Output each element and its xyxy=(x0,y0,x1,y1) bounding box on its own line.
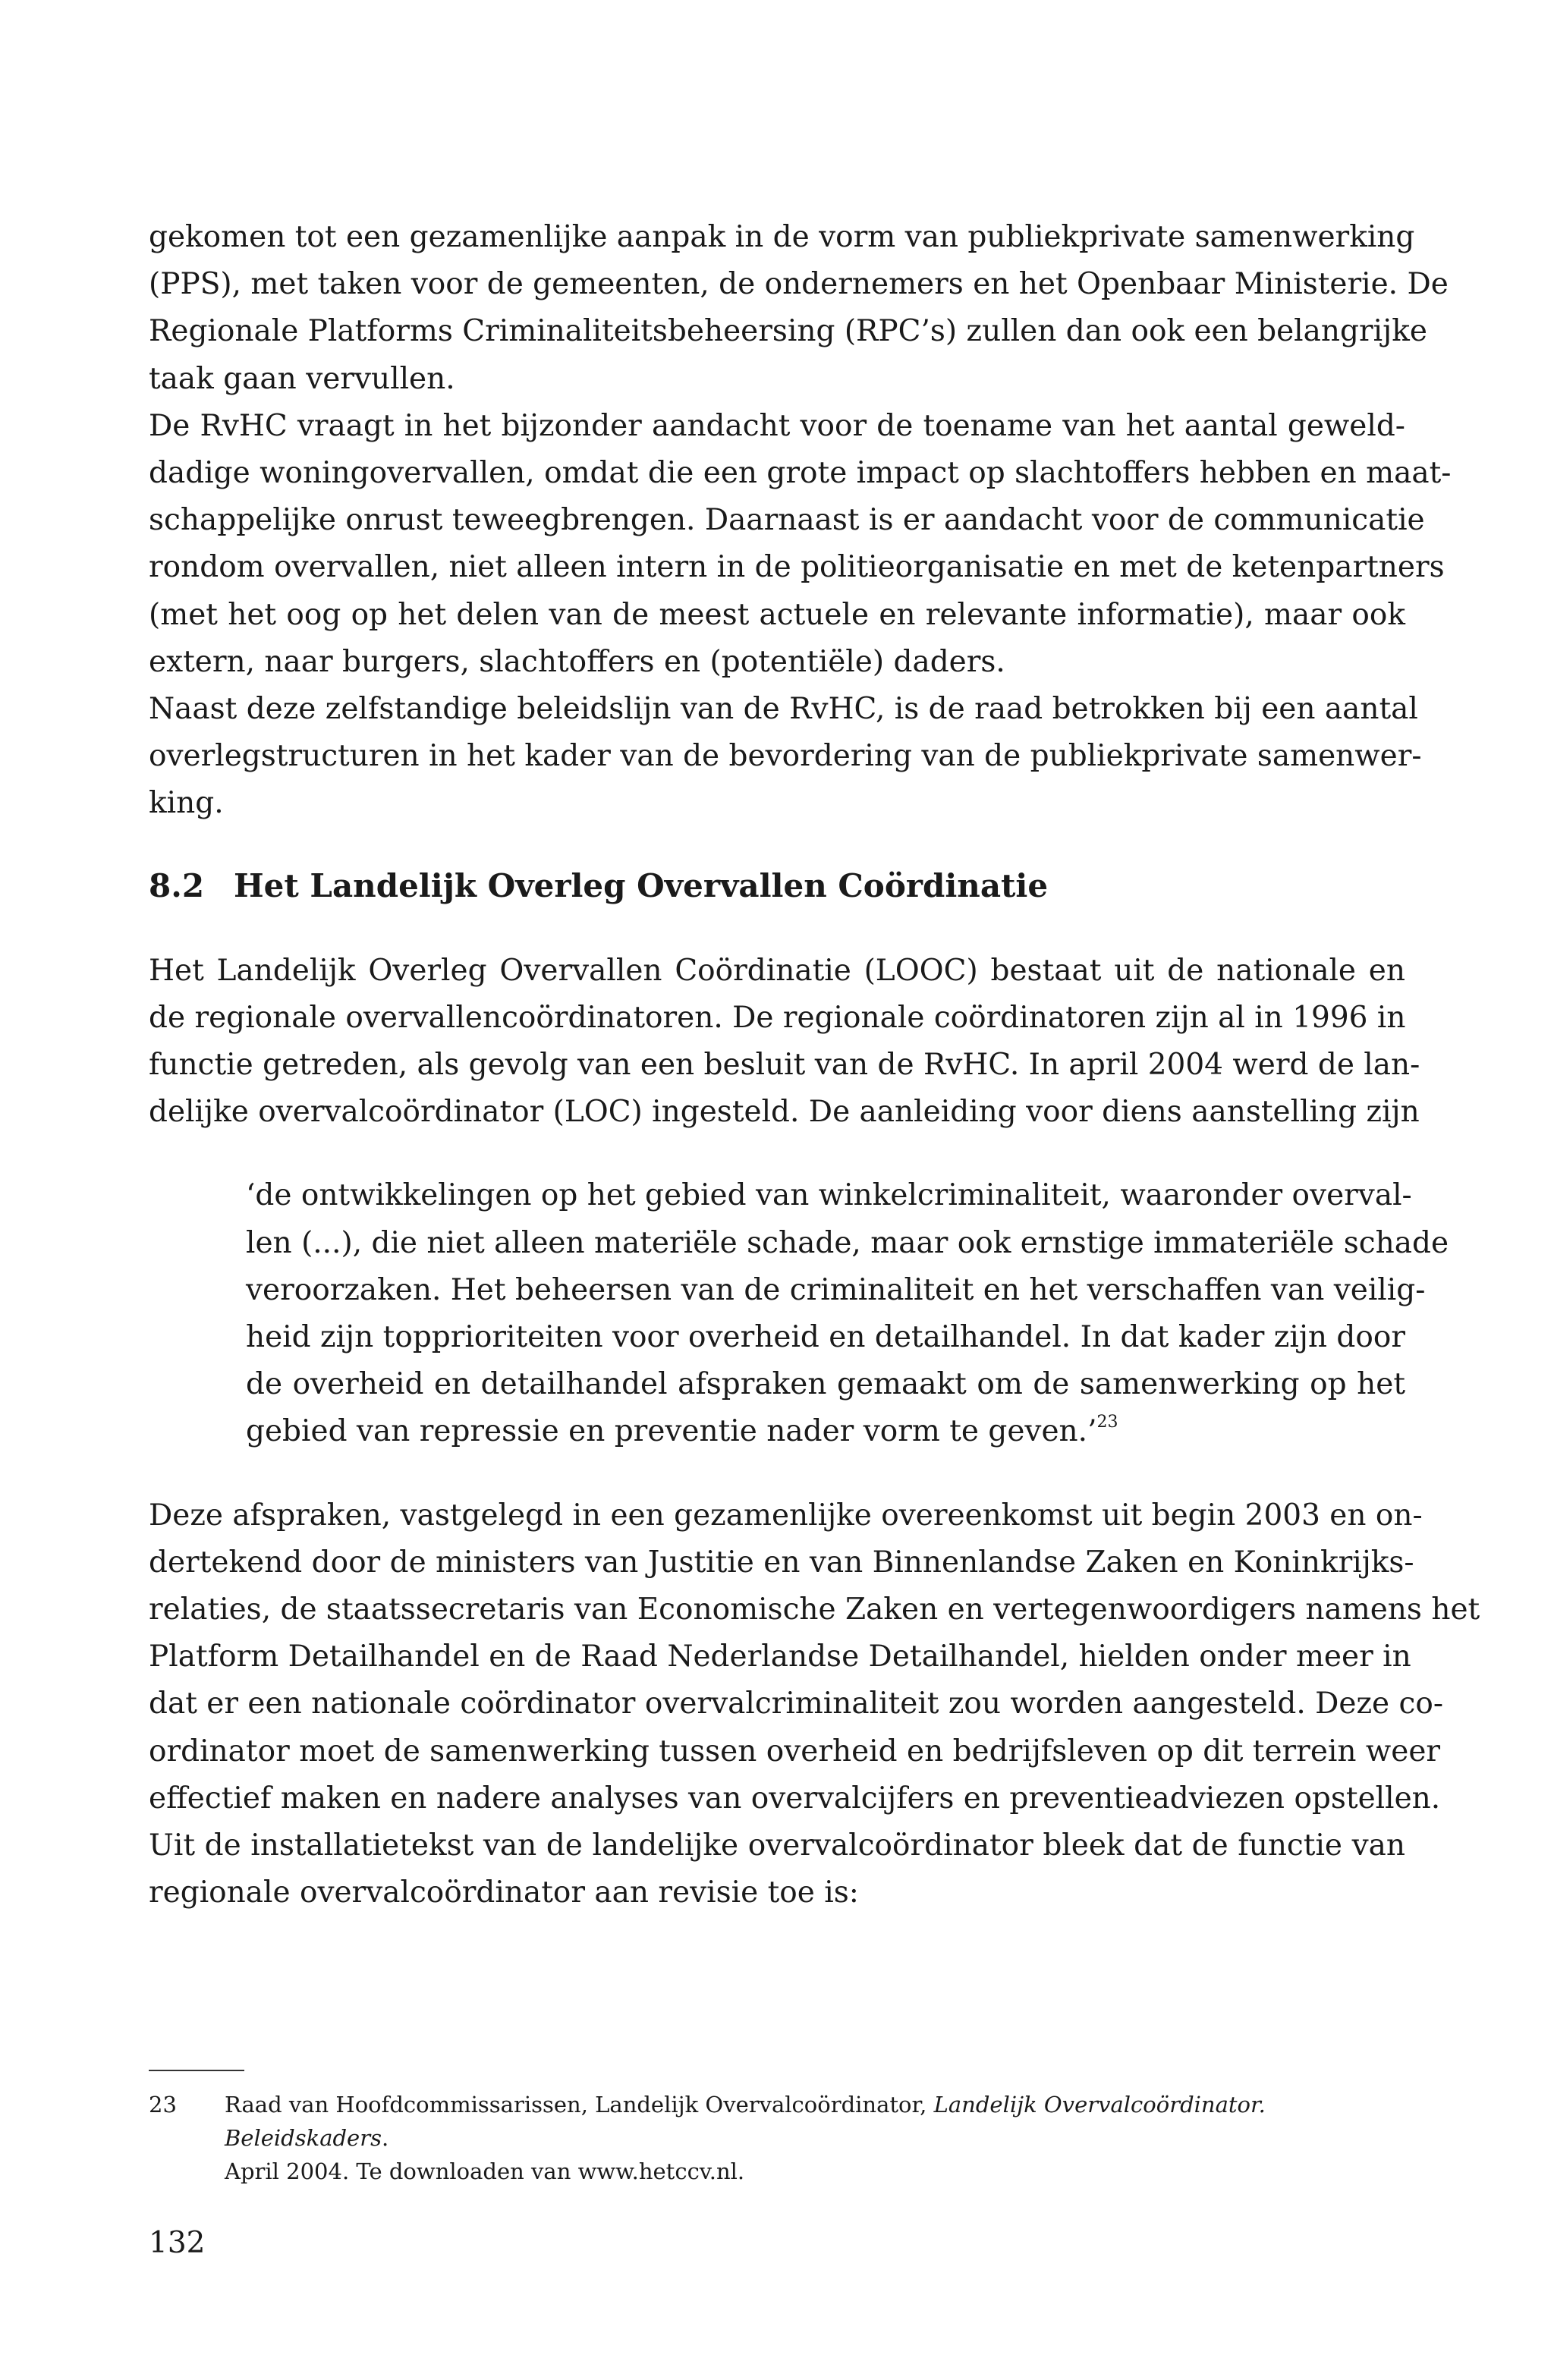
text-line: Deze afspraken, vastgelegd in een gezamenlijke overeenkomst uit begin 2003 en on- xyxy=(149,1498,1423,1533)
quote-last-text: gebied van repressie en preventie nader vorm te geven.’ xyxy=(246,1414,1097,1449)
footnote-text-before: Raad van Hoofdcommissarissen, Landelijk Overvalcoördinator, xyxy=(225,2092,934,2117)
text-line: Naast deze zelfstandige beleidslijn van de RvHC, is de raad betrokken bij een aantal xyxy=(149,692,1418,727)
footnote-italic-title: Landelijk Overvalcoördinator. Beleidskaders xyxy=(225,2092,1266,2151)
text-line: regionale overvalcoördinator aan revisie toe is: xyxy=(149,1875,859,1910)
text-line: delijke overvalcoördinator (LOC) ingesteld. De aanleiding voor diens aanstelling zijn xyxy=(149,1095,1420,1130)
paragraph-beleidslijn xyxy=(149,686,1422,828)
footnote-text xyxy=(225,2088,1405,2188)
footnote-divider xyxy=(149,2070,244,2071)
text-line: dat er een nationale coördinator overvalcriminaliteit zou worden aangesteld. Deze co- xyxy=(149,1687,1444,1721)
text-line: gekomen tot een gezamenlijke aanpak in de vorm van publiekprivate samenwerking xyxy=(149,220,1415,254)
paragraph-looc xyxy=(149,948,1420,1137)
page-number: 132 xyxy=(149,2226,206,2260)
text-line: taak gaan vervullen. xyxy=(149,361,455,396)
section-number: 8.2 xyxy=(149,866,205,904)
text-line: (met het oog op het delen van de meest actuele en relevante informatie), maar ook xyxy=(149,597,1405,632)
text-line: dadige woningovervallen, omdat die een grote impact op slachtoffers hebben en maat- xyxy=(149,456,1452,491)
text-line: Uit de installatietekst van de landelijke overvalcoördinator bleek dat de functie van xyxy=(149,1828,1405,1863)
text-line: overlegstructuren in het kader van de bevordering van de publiekprivate samenwer- xyxy=(149,739,1422,774)
text-line: relaties, de staatssecretaris van Economische Zaken en vertegenwoordigers namens het xyxy=(149,1592,1480,1627)
footnote-reference[interactable]: 23 xyxy=(1096,1413,1118,1432)
text-line: (PPS), met taken voor de gemeenten, de ondernemers en het Openbaar Ministerie. De xyxy=(149,267,1449,302)
quote-line: veroorzaken. Het beheersen van de criminaliteit en het verschaffen van veilig- xyxy=(246,1272,1426,1307)
text-line: extern, naar burgers, slachtoffers en (potentiële) daders. xyxy=(149,644,1005,679)
text-line: rondom overvallen, niet alleen intern in de politieorganisatie en met de ketenpartners xyxy=(149,550,1445,585)
section-title: Het Landelijk Overleg Overvallen Coördinatie xyxy=(234,866,1049,904)
text-line: Regionale Platforms Criminaliteitsbeheersing (RPC’s) zullen dan ook een belangrijke xyxy=(149,314,1427,349)
text-line: schappelijke onrust teweegbrengen. Daarnaast is er aandacht voor de communicatie xyxy=(149,503,1425,538)
text-line: functie getreden, als gevolg van een besluit van de RvHC. In april 2004 werd de lan- xyxy=(149,1048,1420,1083)
text-line: Het Landelijk Overleg Overvallen Coördinatie (LOOC) bestaat uit de nationale en xyxy=(149,953,1405,988)
footnote-number: 23 xyxy=(149,2092,177,2117)
block-quote xyxy=(246,1172,1449,1455)
paragraph-afspraken xyxy=(149,1492,1480,1917)
text-line: Platform Detailhandel en de Raad Nederlandse Detailhandel, hielden onder meer in xyxy=(149,1640,1411,1674)
section-heading xyxy=(149,863,1405,910)
quote-line xyxy=(246,1408,1405,1455)
paragraph-pps xyxy=(149,214,1449,403)
text-line: dertekend door de ministers van Justitie en van Binnenlandse Zaken en Koninkrijks- xyxy=(149,1545,1414,1580)
text-line: de regionale overvallencoördinatoren. De regionale coördinatoren zijn al in 1996 in xyxy=(149,1000,1406,1035)
text-line: effectief maken en nadere analyses van overvalcijfers en preventieadviezen opstellen. xyxy=(149,1781,1441,1816)
text-line: king. xyxy=(149,786,224,821)
quote-line: de overheid en detailhandel afspraken gemaakt om de samenwerking op het xyxy=(246,1367,1405,1402)
quote-line: ‘de ontwikkelingen op het gebied van winkelcriminaliteit, waaronder overval- xyxy=(246,1178,1412,1213)
paragraph-rvhc xyxy=(149,403,1452,686)
footnote xyxy=(149,2088,1405,2188)
footnote-line-2: April 2004. Te downloaden van www.hetccv.nl. xyxy=(225,2158,745,2184)
text-line: ordinator moet de samenwerking tussen overheid en bedrijfsleven op dit terrein weer xyxy=(149,1734,1441,1768)
page-body xyxy=(149,214,1480,1917)
text-line: De RvHC vraagt in het bijzonder aandacht voor de toename van het aantal geweld- xyxy=(149,408,1405,443)
footnote-text-after: . xyxy=(381,2125,389,2151)
quote-line: heid zijn topprioriteiten voor overheid en detailhandel. In dat kader zijn door xyxy=(246,1320,1405,1355)
quote-line: len (...), die niet alleen materiële schade, maar ook ernstige immateriële schade xyxy=(246,1225,1449,1260)
